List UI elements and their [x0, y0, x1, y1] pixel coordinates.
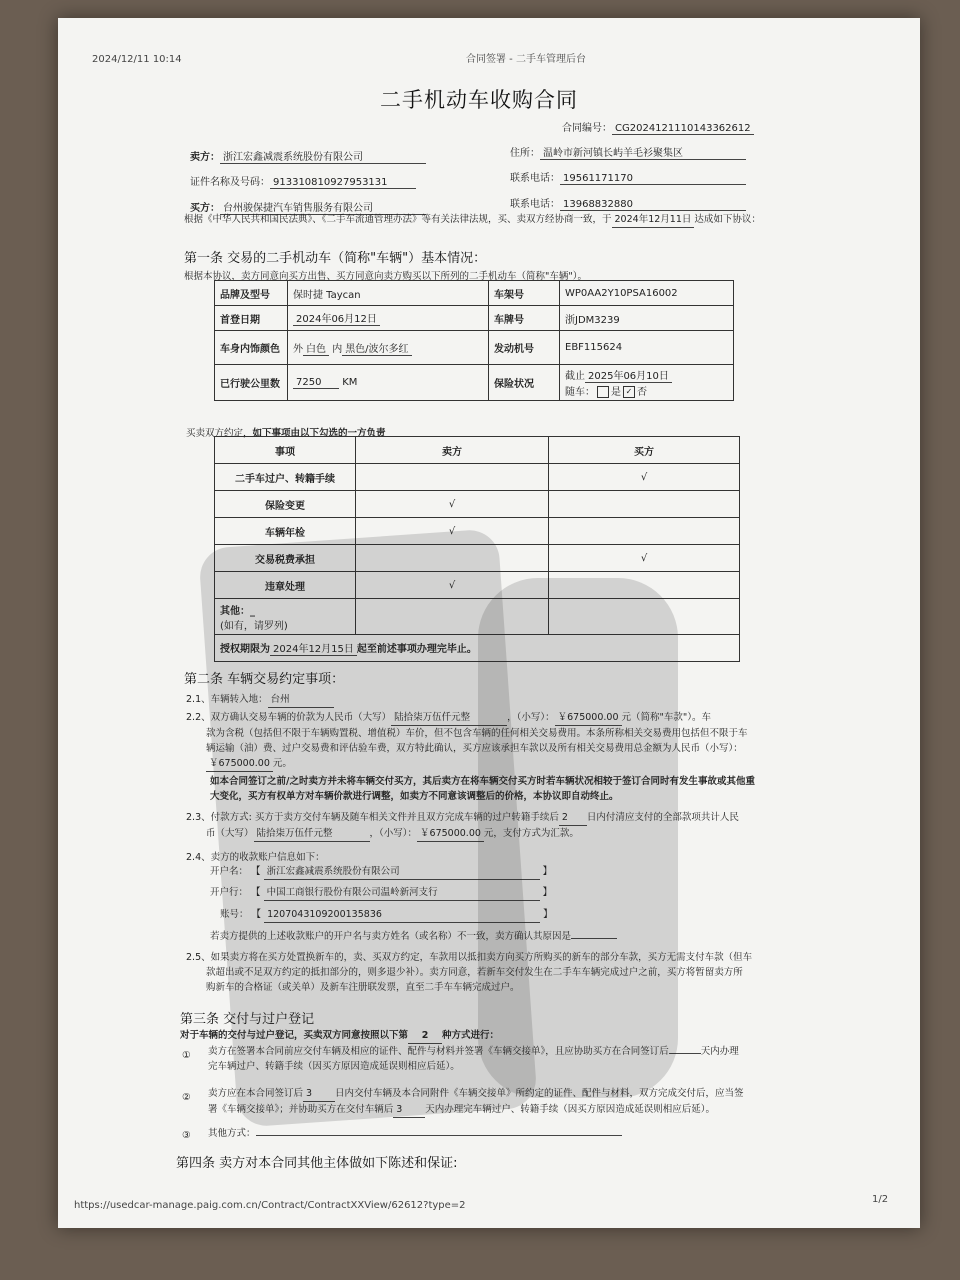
- buyer-phone-row: 联系电话： 13968832880: [510, 195, 746, 211]
- authorization-period: 授权期限为 2024年12月15日 起至前述事项办理完毕止。: [215, 635, 740, 662]
- price-number: ￥675000.00: [555, 710, 622, 726]
- account-note: 若卖方提供的上述收款账户的开户名与卖方姓名（或名称）不一致，卖方确认其原因是: [210, 929, 617, 944]
- clause-2-2-bold: 如本合同签订之前/之时卖方并未将车辆交付买方，其后卖方在将车辆交付买方时若车辆状况相较于签订合同时有发生事故或其他重 大变化，买方有权单方对车辆价款进行调整，如卖方不同意该调整后的价格，本协议即自动终止。: [210, 776, 755, 802]
- mileage-value: 7250: [293, 377, 339, 389]
- total-fee: ￥675000.00: [206, 756, 273, 772]
- payment-words: 陆拾柒万伍仟元整: [254, 826, 370, 842]
- insurance-until: 2025年06月10日: [585, 367, 672, 383]
- auth-date: 2024年12月15日: [270, 640, 357, 656]
- article-2-title: 第二条 车辆交易约定事项：: [184, 672, 345, 687]
- delivery-option-1: 卖方在签署本合同前应交付车辆及相应的证件、配件与材料并签署《车辆交接单》，且应协助买方在合同签订后 天内办理 完车辆过户、转籍手续（因买方原因造成延误则相应后延）。: [208, 1046, 739, 1072]
- mileage-label: 已行驶公里数: [215, 365, 288, 401]
- duty-item: 交易税费承担: [215, 545, 356, 572]
- duty-item: 二手车过户、转籍手续: [215, 464, 356, 491]
- seller-address: 温岭市新河镇长屿羊毛衫聚集区: [540, 144, 746, 160]
- transfer-days: 3: [393, 1102, 425, 1118]
- duty-item: 保险变更: [215, 491, 356, 518]
- seller-phone: 19561171170: [560, 173, 746, 185]
- vin-value: WP0AA2Y10PSA16002: [560, 281, 734, 306]
- duty-other: 其他：_ (如有，请罗列): [215, 599, 356, 635]
- contract-no-value: CG20241211101433626​12: [612, 123, 754, 135]
- duty-intro: 买卖双方约定，如下事项由以下勾选的一方负责: [186, 428, 386, 439]
- clause-2-4: 2.4、卖方的收款账户信息如下：: [186, 852, 325, 863]
- intro-text: 根据《中华人民共和国民法典》、《二手车流通管理办法》等有关法律法规，买、卖双方经协商一致，于 2024年12月11日 达成如下协议：: [184, 212, 761, 228]
- duty-seller-mark: √: [356, 491, 549, 518]
- brand-value: 保时捷 Taycan: [288, 281, 489, 306]
- print-site-title: 合同签署 - 二手车管理后台: [466, 54, 586, 65]
- duty-buyer-mark: [549, 518, 740, 545]
- interior-color: 黑色/波尔多红: [342, 340, 411, 356]
- delivery-option-3: 其他方式：: [208, 1126, 622, 1141]
- yes-checkbox: [597, 386, 609, 398]
- delivery-days: 3: [303, 1086, 335, 1102]
- price-words: 陆拾柒万伍仟元整: [391, 710, 507, 726]
- payment-days: 2: [559, 810, 587, 826]
- account-name: 浙江宏鑫减震系统股份有限公司: [264, 864, 540, 880]
- duty-seller-mark: [356, 464, 549, 491]
- color-cell: 外 白色 内 黑色/波尔多红: [288, 331, 489, 365]
- buyer-phone: 13968832880: [560, 199, 746, 211]
- footer-url: https://usedcar-manage.paig.com.cn/Contract/ContractXXView/62612?type=2: [74, 1200, 466, 1211]
- article-1-title: 第一条 交易的二手机动车（简称"车辆"）基本情况：: [184, 251, 487, 266]
- reg-date-cell: [288, 306, 489, 331]
- contract-no: 合同编号： CG20241211101433626​12: [562, 119, 754, 135]
- duty-buyer-mark: √: [549, 545, 740, 572]
- duty-seller-mark: √: [356, 518, 549, 545]
- clause-2-3: 2.3、付款方式: 买方于卖方交付车辆及随车相关文件并且双方完成车辆的过户转籍手续后 2 日内付清应支付的全部款项共计人民 币（大写） 陆拾柒万伍仟元整 ，（小写）： ￥675000.00 元，支付方式为汇款。: [186, 810, 776, 842]
- article-3-title: 第三条 交付与过户登记: [180, 1012, 315, 1027]
- duty-col-buyer: 买方: [549, 437, 740, 464]
- seller-id-row: 证件名称及号码： 913310810927953131: [190, 173, 416, 189]
- bank-row: 开户行： 【 中国工商银行股份有限公司温岭新河支行 】: [210, 885, 552, 901]
- payment-number: ￥675000.00: [417, 826, 484, 842]
- delivery-method: 2: [408, 1028, 442, 1044]
- vin-label: 车架号: [489, 281, 560, 306]
- article-4-title: 第四条 卖方对本合同其他主体做如下陈述和保证:: [176, 1156, 458, 1171]
- vehicle-info-table: [214, 280, 734, 401]
- clause-2-5: 2.5、如果卖方将在买方处置换新车的，卖、买双方约定，车款用以抵扣卖方向买方所购买的新车的部分车款，买方无需支付车款（但车 款超出或不足双方约定的抵扣部分的，则多退少补）。卖方同意，若新车交付发生在二手车车辆完成过户之前，买方将暂留卖方所 购新车的合格证（或关单）及新车注册联发票，直至二手车车辆完成过户。: [186, 952, 753, 993]
- article-1-intro: 根据本协议，卖方同意向买方出售、买方同意向卖方购买以下所列的二手机动车（简称"车辆"）。: [184, 271, 587, 282]
- bank-name: 中国工商银行股份有限公司温岭新河支行: [264, 885, 540, 901]
- engine-label: 发动机号: [489, 331, 560, 365]
- account-number: 1207043109200135836: [264, 907, 540, 923]
- clause-2-2: 2.2、双方确认交易车辆的价款为人民币（大写） 陆拾柒万伍仟元整 ，（小写）： ￥675000.00 元（简称"车款"）。车 款为含税（包括但不限于车辆购置税、增值税）车价，但不包含车辆的任何相关交易费用。本条所称相关交易费用包括但不限于车 辆运输（油）费、过户交易费和评估验车费，双方特此确认，买方应该承担车款以及所有相关交易费用总金额为人民币（小写）： ￥675000.00 元。: [186, 710, 776, 772]
- buyer-name: 台州骏保捷汽车销售服务有限公司: [220, 199, 426, 215]
- delivery-option-2: 卖方应在本合同签订后 3 日内交付车辆及本合同附件《车辆交接单》所约定的证件、配件与材料，双方完成交付后，应当签 署《车辆交接单》；并协助买方在交付车辆后 3 天内办理完车辆过户、转籍手续（因买方原因造成延误则相应后延）。: [208, 1086, 788, 1118]
- duty-col-item: 事项: [215, 437, 356, 464]
- buyer-row: 买方： 台州骏保捷汽车销售服务有限公司: [190, 199, 426, 215]
- seller-address-row: 住所： 温岭市新河镇长屿羊毛衫聚集区: [510, 144, 746, 160]
- exterior-color: 白色: [303, 340, 329, 356]
- seller-phone-row: 联系电话： 19561171170: [510, 169, 746, 185]
- brand-label: 品牌及型号: [215, 281, 288, 306]
- plate-value: 浙JDM3239: [560, 306, 734, 331]
- duty-item: 车辆年检: [215, 518, 356, 545]
- hand-shadow: [478, 578, 678, 1098]
- plate-label: 车牌号: [489, 306, 560, 331]
- duty-buyer-mark: [549, 491, 740, 518]
- page-number: 1/2: [872, 1194, 889, 1205]
- contract-page: 2024/12/11 10:14 合同签署 - 二手车管理后台 二手机动车收购合同 合同编号： CG20241211101433626​12 卖方： 浙江宏鑫减震系统股份有限公司 住所： 温岭市新河镇长屿羊毛衫聚集区 证件名称及号码： 913310810927953131 联系电话： 19561171170 买方： 台州骏保捷汽车销售服务有限公司 联系电话： 13968832880 根据《中华人民共和国民法典》、《二手车流通管理办法》等有关法律法规，买、卖双方经协商一致，于 2024年12月11日 达成如下协议： 第一条 交易的二手机动车（简称"车辆"）基本情况： 根据本协议，卖方同意向买方出售、买方同意向卖方购买以下所列的二手机动车（简称"车辆"）。 品牌及型号 保时捷 Taycan 车架号 WP0AA2Y10PSA16002 首登日期 2024年06月12日 车牌号 浙JDM3239 车身内饰颜色 外 白色 内 黑色/波尔多红 发动机号 EBF115624 已行驶公里数 7250 KM 保险状况 截止 2025年06月10日 随车： 是 ✓ 否 买卖双方约定，如下事项由以下勾选的一方负责 事项 卖方 买方 二手车过户、转籍手续 √ 保险变更 √ 车辆年检 √ 交易税费承担 √ 违章处理 √ 其他：_ (如有，请罗列) 授权期限为 2024年12月15日 起至前述事项办理完毕止。 第二条 车辆交易约定事项： 2.1、车辆转入地： 台州 2.2、双方确认交易车辆的价款为人民币（大写） 陆拾柒万伍仟元整 ，（小写）： ￥675000.00 元（简称"车款"）。车 款为含税（包括但不限于车辆购置税、增值税）车价，但不包含车辆的任何相关交易费用。本条所称相关交易费用包括但不限于车 辆运输（油）费、过户交易费和评估验车费，双方特此确认，买方应该承担车款以及所有相关交易费用总金额为人民币（小写）： ￥675000.00 元。 如本合同签订之前/之时卖方并未将车辆交付买方，其后卖方在将车辆交付买方时若车辆状况相较于签订合同时有发生事故或其他重 大变化，买方有权单方对车辆价款进行调整，如卖方不同意该调整后的价格，本协议即自动终止。 2.3、付款方式: 买方于卖方交付车辆及随车相关文件并且双方完成车辆的过户转籍手续后 2 日内付清应支付的全部款项共计人民 币（大写） 陆拾柒万伍仟元整 ，（小写）： ￥675000.00 元，支付方式为汇款。 2.4、卖方的收款账户信息如下： 开户名： 【 浙江宏鑫减震系统股份有限公司 】 开户行： 【 中国工商银行股份有限公司温岭新河支行 】 账号： 【 1207043109200135836 】 若卖方提供的上述收款账户的开户名与卖方姓名（或名称）不一致，卖方确认其原因是 2.5、如果卖方将在买方处置换新车的，卖、买双方约定，车款用以抵扣卖方向买方所购买的新车的部分车款，买方无需支付车款（但车 款超出或不足双方约定的抵扣部分的，则多退少补）。卖方同意，若新车交付发生在二手车车辆完成过户之前，买方将暂留卖方所 购新车的合格证（或关单）及新车注册联发票，直至二手车车辆完成过户。 第三条 交付与过户登记 对于车辆的交付与过户登记，买卖双方同意按照以下第 2 种方式进行： ① 卖方在签署本合同前应交付车辆及相应的证件、配件与材料并签署《车辆交接单》，且应协助买方在合同签订后 天内办理 完车辆过户、转籍手续（因买方原因造成延误则相应后延）。 ② 卖方应在本合同签订后 3 日内交付车辆及本合同附件《车辆交接单》所约定的证件、配件与材料，双方完成交付后，应当签 署《车辆交接单》；并协助买方在交付车辆后 3 天内办理完车辆过户、转籍手续（因买方原因造成延误则相应后延）。 ③ 其他方式： 第四条 卖方对本合同其他主体做如下陈述和保证: https://usedcar-manage.paig.com.cn/Contract/ContractXXView/62612?type=2 1/2: [58, 18, 920, 1228]
- mileage-cell: 7250 KM: [288, 365, 489, 401]
- insurance-cell: 截止 2025年06月10日 随车： 是 ✓ 否: [560, 365, 734, 401]
- account-name-row: 开户名： 【 浙江宏鑫减震系统股份有限公司 】: [210, 864, 552, 880]
- color-label: 车身内饰颜色: [215, 331, 288, 365]
- duty-item: 违章处理: [215, 572, 356, 599]
- no-checkbox: ✓: [623, 386, 635, 398]
- reg-date-label: 首登日期: [215, 306, 288, 331]
- reg-date-value: 2024年06月12日: [293, 310, 380, 326]
- seller-id: 913310810927953131: [270, 177, 416, 189]
- account-no-row: 账号： 【 1207043109200135836 】: [220, 907, 553, 923]
- print-datetime: 2024/12/11 10:14: [92, 54, 182, 65]
- duty-col-seller: 卖方: [356, 437, 549, 464]
- agreement-date: 2024年12月11日: [612, 212, 695, 228]
- seller-name: 浙江宏鑫减震系统股份有限公司: [220, 148, 426, 164]
- seller-row: 卖方： 浙江宏鑫减震系统股份有限公司: [190, 148, 426, 164]
- clause-2-1: 2.1、车辆转入地： 台州: [186, 692, 334, 708]
- page-title: 二手机动车收购合同: [380, 88, 578, 112]
- duty-seller-mark: √: [356, 572, 549, 599]
- insurance-label: 保险状况: [489, 365, 560, 401]
- article-3-lead: 对于车辆的交付与过户登记，买卖双方同意按照以下第 2 种方式进行：: [180, 1028, 499, 1044]
- transfer-destination: 台州: [268, 692, 334, 708]
- engine-value: EBF115624: [560, 331, 734, 365]
- duty-buyer-mark: √: [549, 464, 740, 491]
